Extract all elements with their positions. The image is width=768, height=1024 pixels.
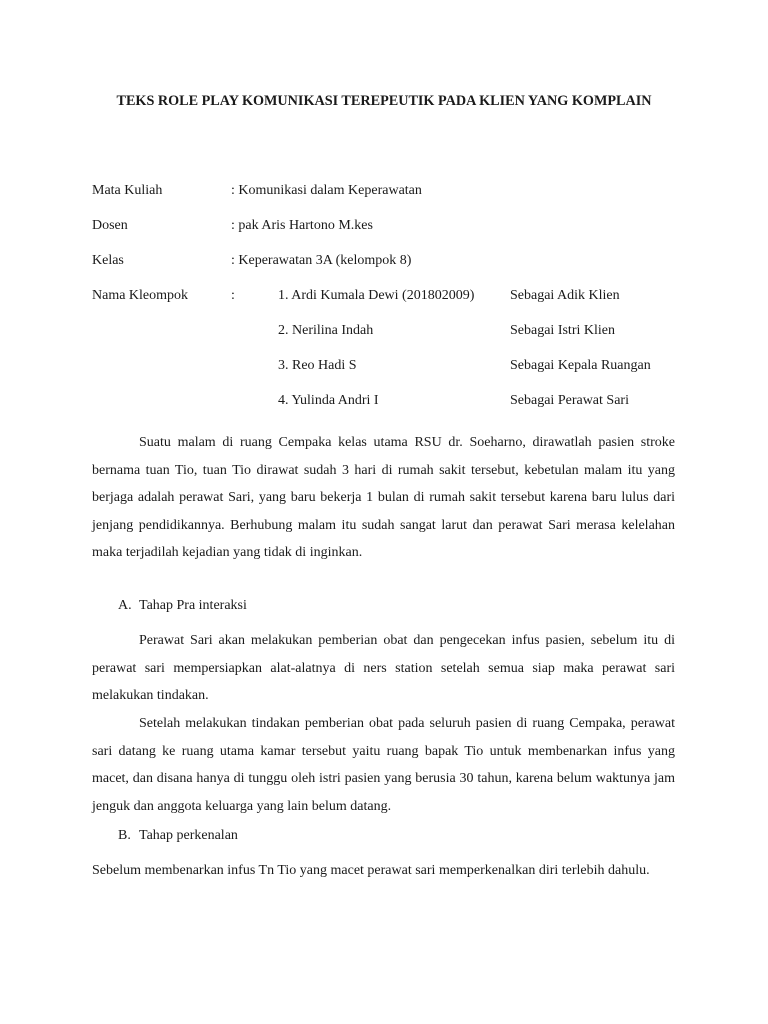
section-b-title: Tahap perkenalan <box>139 828 238 843</box>
group-colon: : <box>231 288 235 303</box>
section-b-paragraph-1: Sebelum membenarkan infus Tn Tio yang macet perawat sari memperkenalkan diri terlebih dahulu. <box>92 863 650 878</box>
intro-paragraph: Suatu malam di ruang Cempaka kelas utama RSU dr. Soeharno, dirawatlah pasien stroke bernama tuan Tio, tuan Tio dirawat sudah 3 hari di rumah sakit tersebut, kebetulan malam itu yang berjaga adalah perawat Sari, yang baru bekerja 1 bulan di rumah sakit tersebut karena baru lulus dari jenjang pendidikannya. Berhubung malam itu sudah sangat larut dan perawat Sari merasa kelelahan maka terjadilah kejadian yang tidak di inginkan. <box>92 435 675 560</box>
member-role: Sebagai Kepala Ruangan <box>510 358 651 373</box>
section-a-paragraph-1: Perawat Sari akan melakukan pemberian obat dan pengecekan infus pasien, sebelum itu di perawat sari mempersiapkan alat-alatnya di ners station setelah semua siap maka perawat sari melakukan tindakan. <box>92 633 675 703</box>
member-item <box>0 321 768 341</box>
document-title: TEKS ROLE PLAY KOMUNIKASI TEREPEUTIK PADA KLIEN YANG KOMPLAIN <box>116 93 652 109</box>
member-name: 1. Ardi Kumala Dewi (201802009) <box>278 288 475 303</box>
class-value: : Keperawatan 3A (kelompok 8) <box>231 253 412 268</box>
section-a-heading <box>118 596 247 616</box>
member-item <box>0 391 768 411</box>
member-item <box>0 356 768 376</box>
group-label: Nama Kleompok <box>92 288 189 303</box>
lecturer-label: Dosen <box>92 218 128 233</box>
member-name: 4. Yulinda Andri I <box>278 393 379 408</box>
member-item <box>0 286 768 306</box>
lecturer-value: : pak Aris Hartono M.kes <box>231 218 373 233</box>
course-label: Mata Kuliah <box>92 183 163 198</box>
section-a-letter: A. <box>118 598 132 613</box>
member-role: Sebagai Istri Klien <box>510 323 615 338</box>
section-a-paragraph-2: Setelah melakukan tindakan pemberian obat pada seluruh pasien di ruang Cempaka, perawat sari datang ke ruang utama kamar tersebut yaitu ruang bapak Tio untuk membenarkan infus yang macet, dan disana hanya di tunggu oleh istri pasien yang berusia 30 tahun, karena belum waktunya jam jenguk dan anggota keluarga yang lain belum datang. <box>92 716 675 814</box>
member-role: Sebagai Perawat Sari <box>510 393 629 408</box>
section-b-letter: B. <box>118 828 131 843</box>
member-name: 2. Nerilina Indah <box>278 323 374 338</box>
class-label: Kelas <box>92 253 124 268</box>
section-a-title: Tahap Pra interaksi <box>139 598 247 613</box>
member-name: 3. Reo Hadi S <box>278 358 357 373</box>
course-value: : Komunikasi dalam Keperawatan <box>231 183 422 198</box>
section-b-heading <box>118 826 238 846</box>
member-role: Sebagai Adik Klien <box>510 288 620 303</box>
